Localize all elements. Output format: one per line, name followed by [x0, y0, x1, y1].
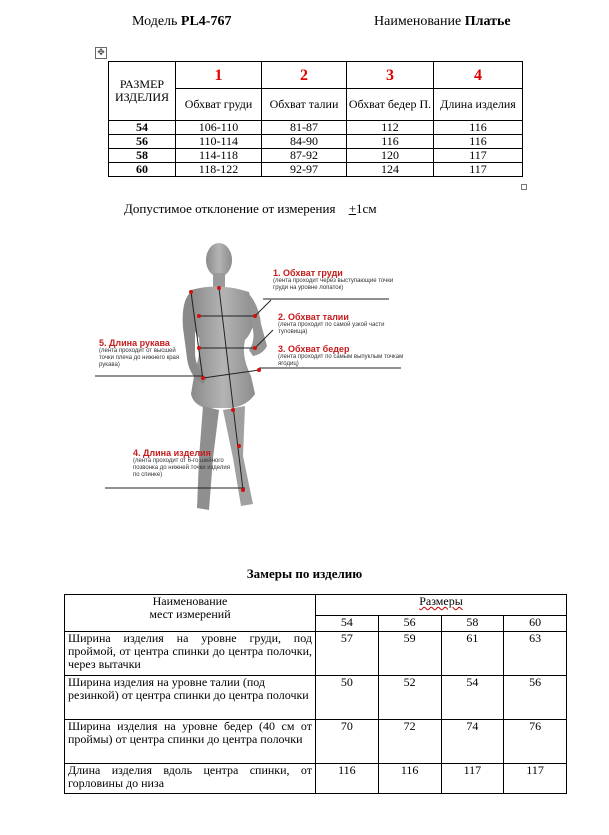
- chest-cell: 114-118: [176, 149, 262, 163]
- length-cell: 117: [434, 163, 523, 177]
- table-move-handle-icon[interactable]: ✥: [95, 47, 107, 59]
- size-heading: 58: [441, 616, 504, 632]
- measurements-title: Замеры по изделию: [246, 566, 363, 581]
- table-resize-handle[interactable]: [521, 184, 527, 190]
- callout-title: 1. Обхват груди: [273, 268, 343, 278]
- callout-subtitle: (лента проходит через выступающие точки груди на уровне лопаток): [273, 278, 394, 291]
- table-row: [65, 720, 567, 764]
- measurements-table: [64, 594, 567, 794]
- size-heading: 56: [378, 616, 441, 632]
- col-number: 4: [434, 62, 523, 89]
- measure-value: 50: [316, 676, 379, 720]
- chest-cell: 106-110: [176, 121, 262, 135]
- name-line: [374, 14, 511, 30]
- callout-subtitle: (лента проходит от 6-го шейного позвонка до нижней точки изделия по спинке): [133, 458, 231, 478]
- callout-subtitle: (лента проходит по самым выпуклым точкам ягодиц): [278, 354, 404, 367]
- waist-cell: 81-87: [262, 121, 347, 135]
- table-row: [109, 135, 523, 149]
- place-header-line1: Наименование: [152, 594, 228, 608]
- col-number: 3: [347, 62, 434, 89]
- table-row: [65, 632, 567, 676]
- measure-value: 76: [504, 720, 567, 764]
- table-row: [109, 149, 523, 163]
- callout-title: 2. Обхват талии: [278, 312, 349, 322]
- size-cell: 60: [109, 163, 176, 177]
- measure-value: 52: [378, 676, 441, 720]
- measure-value: 74: [441, 720, 504, 764]
- measure-value: 117: [441, 764, 504, 794]
- size-header-cell: [109, 62, 176, 121]
- col-name: Обхват бедер П.: [347, 89, 434, 121]
- length-cell: 117: [434, 149, 523, 163]
- col-number: 1: [176, 62, 262, 89]
- size-header: РАЗМЕР ИЗДЕЛИЯ: [114, 77, 170, 104]
- size-cell: 58: [109, 149, 176, 163]
- name-label: Наименование: [374, 14, 462, 29]
- callout-subtitle: (лента проходит по самой узкой части туловища): [278, 322, 385, 335]
- size-heading: 54: [316, 616, 379, 632]
- col-name: Обхват груди: [176, 89, 262, 121]
- col-name: Длина изделия: [434, 89, 523, 121]
- table-row: [65, 764, 567, 794]
- name-value: Платье: [464, 14, 511, 29]
- measure-name: Длина изделия вдоль центра спинки, от горловины до низа: [65, 764, 316, 794]
- chest-cell: 110-114: [176, 135, 262, 149]
- sizes-header: Размеры: [419, 594, 463, 608]
- model-value: PL4-767: [180, 14, 232, 29]
- callout-chest: [273, 268, 403, 292]
- tolerance-note: [124, 201, 377, 217]
- hip-cell: 120: [347, 149, 434, 163]
- callout-title: 4. Длина изделия: [133, 448, 211, 458]
- waist-cell: 92-97: [262, 163, 347, 177]
- measure-value: 56: [504, 676, 567, 720]
- waist-cell: 87-92: [262, 149, 347, 163]
- size-table: [108, 61, 523, 177]
- size-cell: 54: [109, 121, 176, 135]
- callout-length: [133, 448, 233, 479]
- hip-cell: 112: [347, 121, 434, 135]
- measure-value: 57: [316, 632, 379, 676]
- measure-value: 116: [378, 764, 441, 794]
- measure-value: 70: [316, 720, 379, 764]
- size-cell: 56: [109, 135, 176, 149]
- waist-cell: 84-90: [262, 135, 347, 149]
- model-line: [132, 14, 231, 30]
- callout-hips: [278, 344, 408, 368]
- measure-value: 72: [378, 720, 441, 764]
- size-heading: 60: [504, 616, 567, 632]
- callout-subtitle: (лента проходит от высшей точки плеча до нижнего края рукава): [99, 348, 180, 368]
- tolerance-text: Допустимое отклонение от измерения: [124, 201, 336, 216]
- measure-value: 54: [441, 676, 504, 720]
- measure-value: 61: [441, 632, 504, 676]
- measure-name: Ширина изделия на уровне бедер (40 см от проймы) от центра спинки до центра полочки: [65, 720, 316, 764]
- callout-waist: [278, 312, 398, 336]
- model-label: Модель: [132, 14, 178, 29]
- col-name: Обхват талии: [262, 89, 347, 121]
- hip-cell: 124: [347, 163, 434, 177]
- measure-name: Ширина изделия на уровне талии (под резинкой) от центра спинки до центра полочки: [65, 676, 316, 720]
- chest-cell: 118-122: [176, 163, 262, 177]
- callout-sleeve: [99, 338, 183, 369]
- place-header-line2: мест измерений: [149, 607, 231, 621]
- body-measurement-illustration: [95, 238, 415, 523]
- callout-title: 5. Длина рукава: [99, 338, 170, 348]
- table-row: [109, 163, 523, 177]
- table-row: [65, 676, 567, 720]
- length-cell: 116: [434, 121, 523, 135]
- measure-value: 117: [504, 764, 567, 794]
- measure-name: Ширина изделия на уровне груди, под проймой, от центра спинки до центра полочки, через вытачки: [65, 632, 316, 676]
- measure-value: 63: [504, 632, 567, 676]
- sizes-header-cell: [316, 595, 567, 616]
- place-header-cell: [65, 595, 316, 632]
- length-cell: 116: [434, 135, 523, 149]
- tolerance-value: 1см: [356, 201, 377, 216]
- tolerance-plusminus: +: [348, 201, 357, 216]
- table-row: [109, 121, 523, 135]
- measure-value: 59: [378, 632, 441, 676]
- document-header: [0, 14, 609, 34]
- measure-value: 116: [316, 764, 379, 794]
- hip-cell: 116: [347, 135, 434, 149]
- col-number: 2: [262, 62, 347, 89]
- callout-title: 3. Обхват бедер: [278, 344, 350, 354]
